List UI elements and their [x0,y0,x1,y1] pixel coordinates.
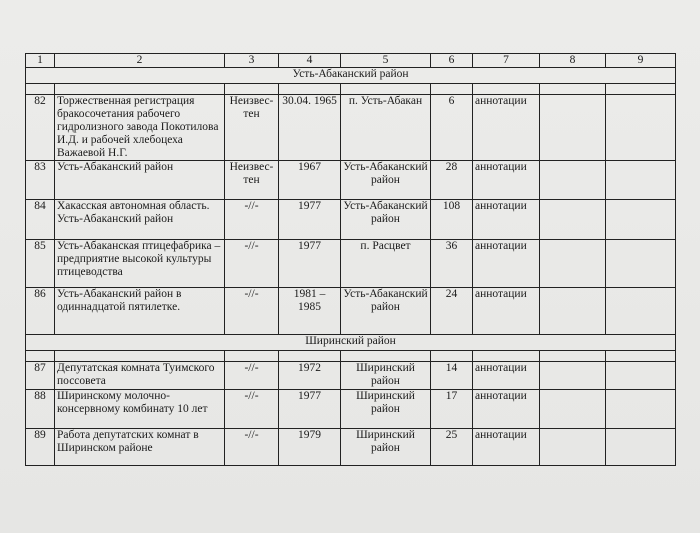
row-place: Ширинский район [341,390,431,429]
section-header [26,335,676,351]
row-title: Работа депутатских комнат в Ширинском районе [55,429,225,466]
col-header: 4 [279,54,341,68]
section-title: Ширинский район [26,335,676,351]
row-author: Неизвес-тен [225,161,279,200]
row-place: Ширинский район [341,362,431,390]
row-number: 85 [26,240,55,288]
table-row [26,288,676,335]
table-row [26,240,676,288]
row-author: -//- [225,429,279,466]
row-date: 1979 [279,429,341,466]
row-title: Торжественная регистрация бракосочетания рабочего гидролизного завода Покотилова И.Д. и рабочей хлебоцеха Важаевой Н.Г. [55,95,225,161]
row-place: Усть-Абаканский район [341,161,431,200]
row-cell-8 [540,288,606,335]
table-row [26,200,676,240]
row-cell-8 [540,161,606,200]
row-count: 6 [431,95,473,161]
row-title: Усть-Абаканский район [55,161,225,200]
table-row [26,95,676,161]
row-count: 17 [431,390,473,429]
row-title: Усть-Абаканский район в одиннадцатой пятилетке. [55,288,225,335]
col-header: 7 [473,54,540,68]
row-number: 84 [26,200,55,240]
row-number: 88 [26,390,55,429]
row-number: 82 [26,95,55,161]
row-title: Усть-Абаканская птицефабрика – предприятие высокой культуры птицеводства [55,240,225,288]
row-annotation: аннотации [473,390,540,429]
row-place: Усть-Абаканский район [341,288,431,335]
row-cell-8 [540,95,606,161]
section-header [26,68,676,84]
row-cell-8 [540,429,606,466]
spacer-row [26,84,676,95]
spacer-row [26,351,676,362]
table-row [26,429,676,466]
row-author: -//- [225,390,279,429]
row-title: Депутатская комната Туимского поссовета [55,362,225,390]
row-count: 36 [431,240,473,288]
register-table [25,53,676,466]
row-date: 1967 [279,161,341,200]
section-title: Усть-Абаканский район [26,68,676,84]
col-header: 5 [341,54,431,68]
row-title: Хакасская автономная область. Усть-Абаканский район [55,200,225,240]
row-date: 1977 [279,240,341,288]
row-date: 1972 [279,362,341,390]
row-date: 1981 – 1985 [279,288,341,335]
row-count: 25 [431,429,473,466]
row-annotation: аннотации [473,429,540,466]
row-title: Ширинскому молочно-консервному комбинату 10 лет [55,390,225,429]
table-row [26,390,676,429]
column-number-row [26,54,676,68]
row-count: 24 [431,288,473,335]
row-place: п. Усть-Абакан [341,95,431,161]
row-place: Усть-Абаканский район [341,200,431,240]
row-cell-9 [606,240,676,288]
row-cell-9 [606,161,676,200]
col-header: 8 [540,54,606,68]
table-row [26,161,676,200]
row-author: -//- [225,200,279,240]
row-cell-9 [606,390,676,429]
row-author: -//- [225,240,279,288]
row-number: 87 [26,362,55,390]
row-cell-8 [540,240,606,288]
row-number: 86 [26,288,55,335]
col-header: 2 [55,54,225,68]
row-cell-9 [606,200,676,240]
row-cell-9 [606,95,676,161]
col-header: 3 [225,54,279,68]
table-row [26,362,676,390]
row-author: -//- [225,362,279,390]
row-author: -//- [225,288,279,335]
row-place: п. Расцвет [341,240,431,288]
row-number: 89 [26,429,55,466]
row-date: 1977 [279,200,341,240]
row-annotation: аннотации [473,288,540,335]
row-date: 30.04. 1965 [279,95,341,161]
row-annotation: аннотации [473,161,540,200]
row-date: 1977 [279,390,341,429]
row-cell-9 [606,362,676,390]
row-cell-9 [606,429,676,466]
row-count: 28 [431,161,473,200]
row-cell-9 [606,288,676,335]
row-place: Ширинский район [341,429,431,466]
row-count: 108 [431,200,473,240]
col-header: 9 [606,54,676,68]
row-cell-8 [540,362,606,390]
row-cell-8 [540,200,606,240]
row-annotation: аннотации [473,95,540,161]
col-header: 1 [26,54,55,68]
row-number: 83 [26,161,55,200]
row-author: Неизвес-тен [225,95,279,161]
row-annotation: аннотации [473,362,540,390]
row-annotation: аннотации [473,240,540,288]
row-annotation: аннотации [473,200,540,240]
col-header: 6 [431,54,473,68]
row-count: 14 [431,362,473,390]
row-cell-8 [540,390,606,429]
